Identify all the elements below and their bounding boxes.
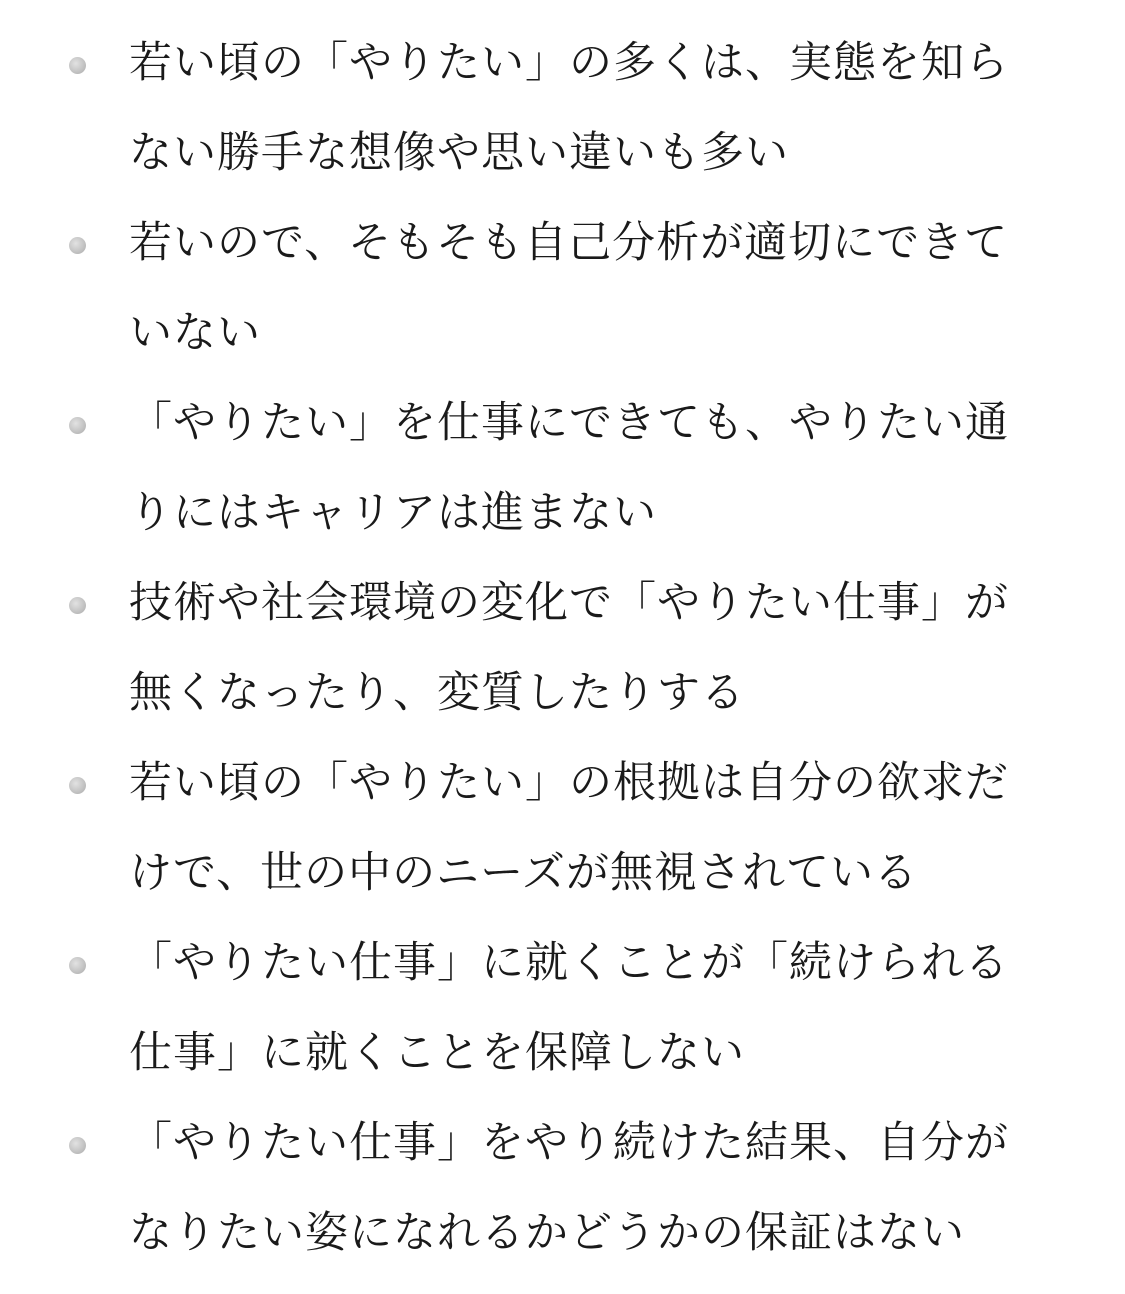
bullet-icon bbox=[69, 237, 86, 254]
list-item bbox=[0, 378, 1029, 558]
list-item-text-line: 技術や社会環境の変化で「やりたい仕事」が bbox=[129, 578, 1009, 628]
list-item-text-line: 「やりたい仕事」に就くことが「続けられる bbox=[129, 938, 1009, 988]
bullet-icon bbox=[69, 597, 86, 614]
list-item bbox=[0, 558, 1029, 738]
bullet-icon bbox=[69, 1137, 86, 1154]
bullet-icon bbox=[69, 57, 86, 74]
list-item-text-line: 若い頃の「やりたい」の根拠は自分の欲求だ bbox=[129, 758, 1009, 808]
list-item bbox=[0, 198, 1029, 378]
list-item bbox=[0, 18, 1029, 198]
list-item-text-line: いない bbox=[129, 308, 261, 358]
list-item-text-line: 無くなったり、変質したりする bbox=[129, 668, 745, 718]
list-item bbox=[0, 738, 1029, 918]
list-item-text-line: 若い頃の「やりたい」の多くは、実態を知ら bbox=[129, 38, 1009, 88]
bullet-icon bbox=[69, 777, 86, 794]
list-item-text-line: りにはキャリアは進まない bbox=[129, 488, 657, 538]
list-item-text-line: 若いので、そもそも自己分析が適切にできて bbox=[129, 218, 1009, 268]
list-item-text-line: 「やりたい」を仕事にできても、やりたい通 bbox=[129, 398, 1009, 448]
list-item-text-line: ない勝手な想像や思い違いも多い bbox=[129, 128, 789, 178]
list-item-text-line: 「やりたい仕事」をやり続けた結果、自分が bbox=[129, 1118, 1009, 1168]
bullet-list bbox=[0, 18, 1125, 1278]
bullet-icon bbox=[69, 957, 86, 974]
list-item bbox=[0, 918, 1029, 1098]
list-item-text-line: なりたい姿になれるかどうかの保証はない bbox=[129, 1208, 965, 1258]
bullet-icon bbox=[69, 417, 86, 434]
list-item-text-line: けで、世の中のニーズが無視されている bbox=[129, 848, 918, 898]
list-item-text-line: 仕事」に就くことを保障しない bbox=[129, 1028, 745, 1078]
list-item bbox=[0, 1098, 1029, 1278]
